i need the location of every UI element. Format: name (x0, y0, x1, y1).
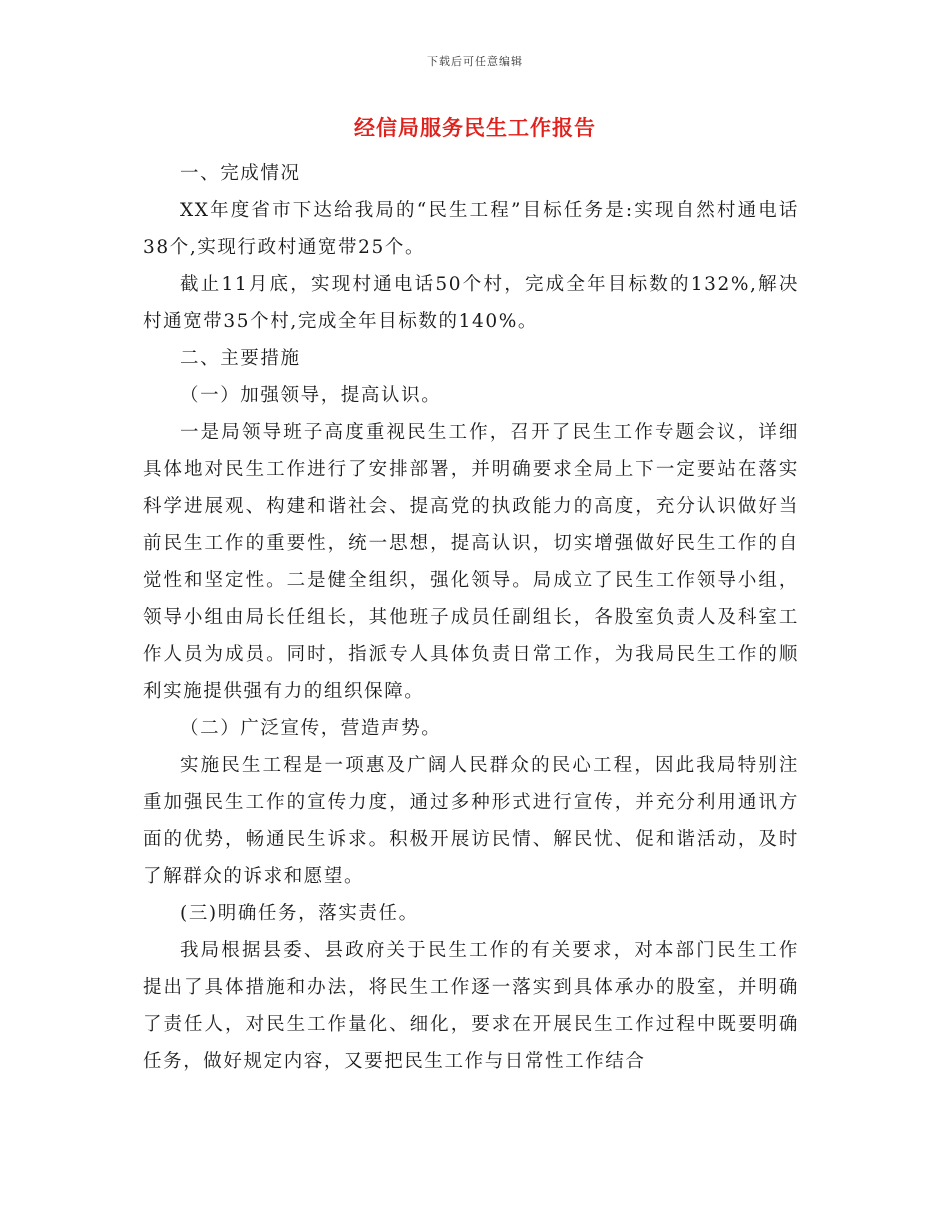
subsection-heading-responsibility: (三)明确任务，落实责任。 (180, 903, 419, 924)
header-note: 下载后可任意编辑 (427, 55, 523, 68)
document-body (143, 155, 799, 1080)
paragraph-publicity: 实施民生工程是一项惠及广阔人民群众的民心工程，因此我局特别注重加强民生工作的宣传力度，通过多种形式进行宣传，并充分利用通讯方面的优势，畅通民生诉求。积极开展访民情、解民忧、促和谐活动，及时了解群众的诉求和愿望。 (143, 755, 799, 887)
section-heading-completion: 一、完成情况 (180, 163, 301, 184)
paragraph-progress: 截止11月底，实现村通电话50个村，完成全年目标数的132%,解决村通宽带35个村,完成全年目标数的140%。 (143, 274, 799, 332)
paragraph-leadership: 一是局领导班子高度重视民生工作，召开了民生工作专题会议，详细具体地对民生工作进行了安排部署，并明确要求全局上下一定要站在落实科学进展观、构建和谐社会、提高党的执政能力的高度，充分认识做好当前民生工作的重要性，统一思想，提高认识，切实增强做好民生工作的自觉性和坚定性。二是健全组织，强化领导。局成立了民生工作领导小组，领导小组由局长任组长，其他班子成员任副组长，各股室负责人及科室工作人员为成员。同时，指派专人具体负责日常工作，为我局民生工作的顺利实施提供强有力的组织保障。 (143, 422, 799, 702)
subsection-heading-leadership: （一）加强领导，提高认识。 (180, 385, 442, 406)
section-heading-measures: 二、主要措施 (180, 348, 301, 369)
subsection-heading-publicity: （二）广泛宣传，营造声势。 (180, 718, 442, 739)
paragraph-responsibility: 我局根据县委、县政府关于民生工作的有关要求，对本部门民生工作提出了具体措施和办法，将民生工作逐一落实到具体承办的股室，并明确了责任人，对民生工作量化、细化，要求在开展民生工作过程中既要明确任务，做好规定内容，又要把民生工作与日常性工作结合 (143, 940, 799, 1072)
document-title: 经信局服务民生工作报告 (354, 115, 596, 140)
paragraph-targets: XX年度省市下达给我局的“民生工程”目标任务是:实现自然村通电话38个,实现行政村通宽带25个。 (143, 200, 799, 258)
